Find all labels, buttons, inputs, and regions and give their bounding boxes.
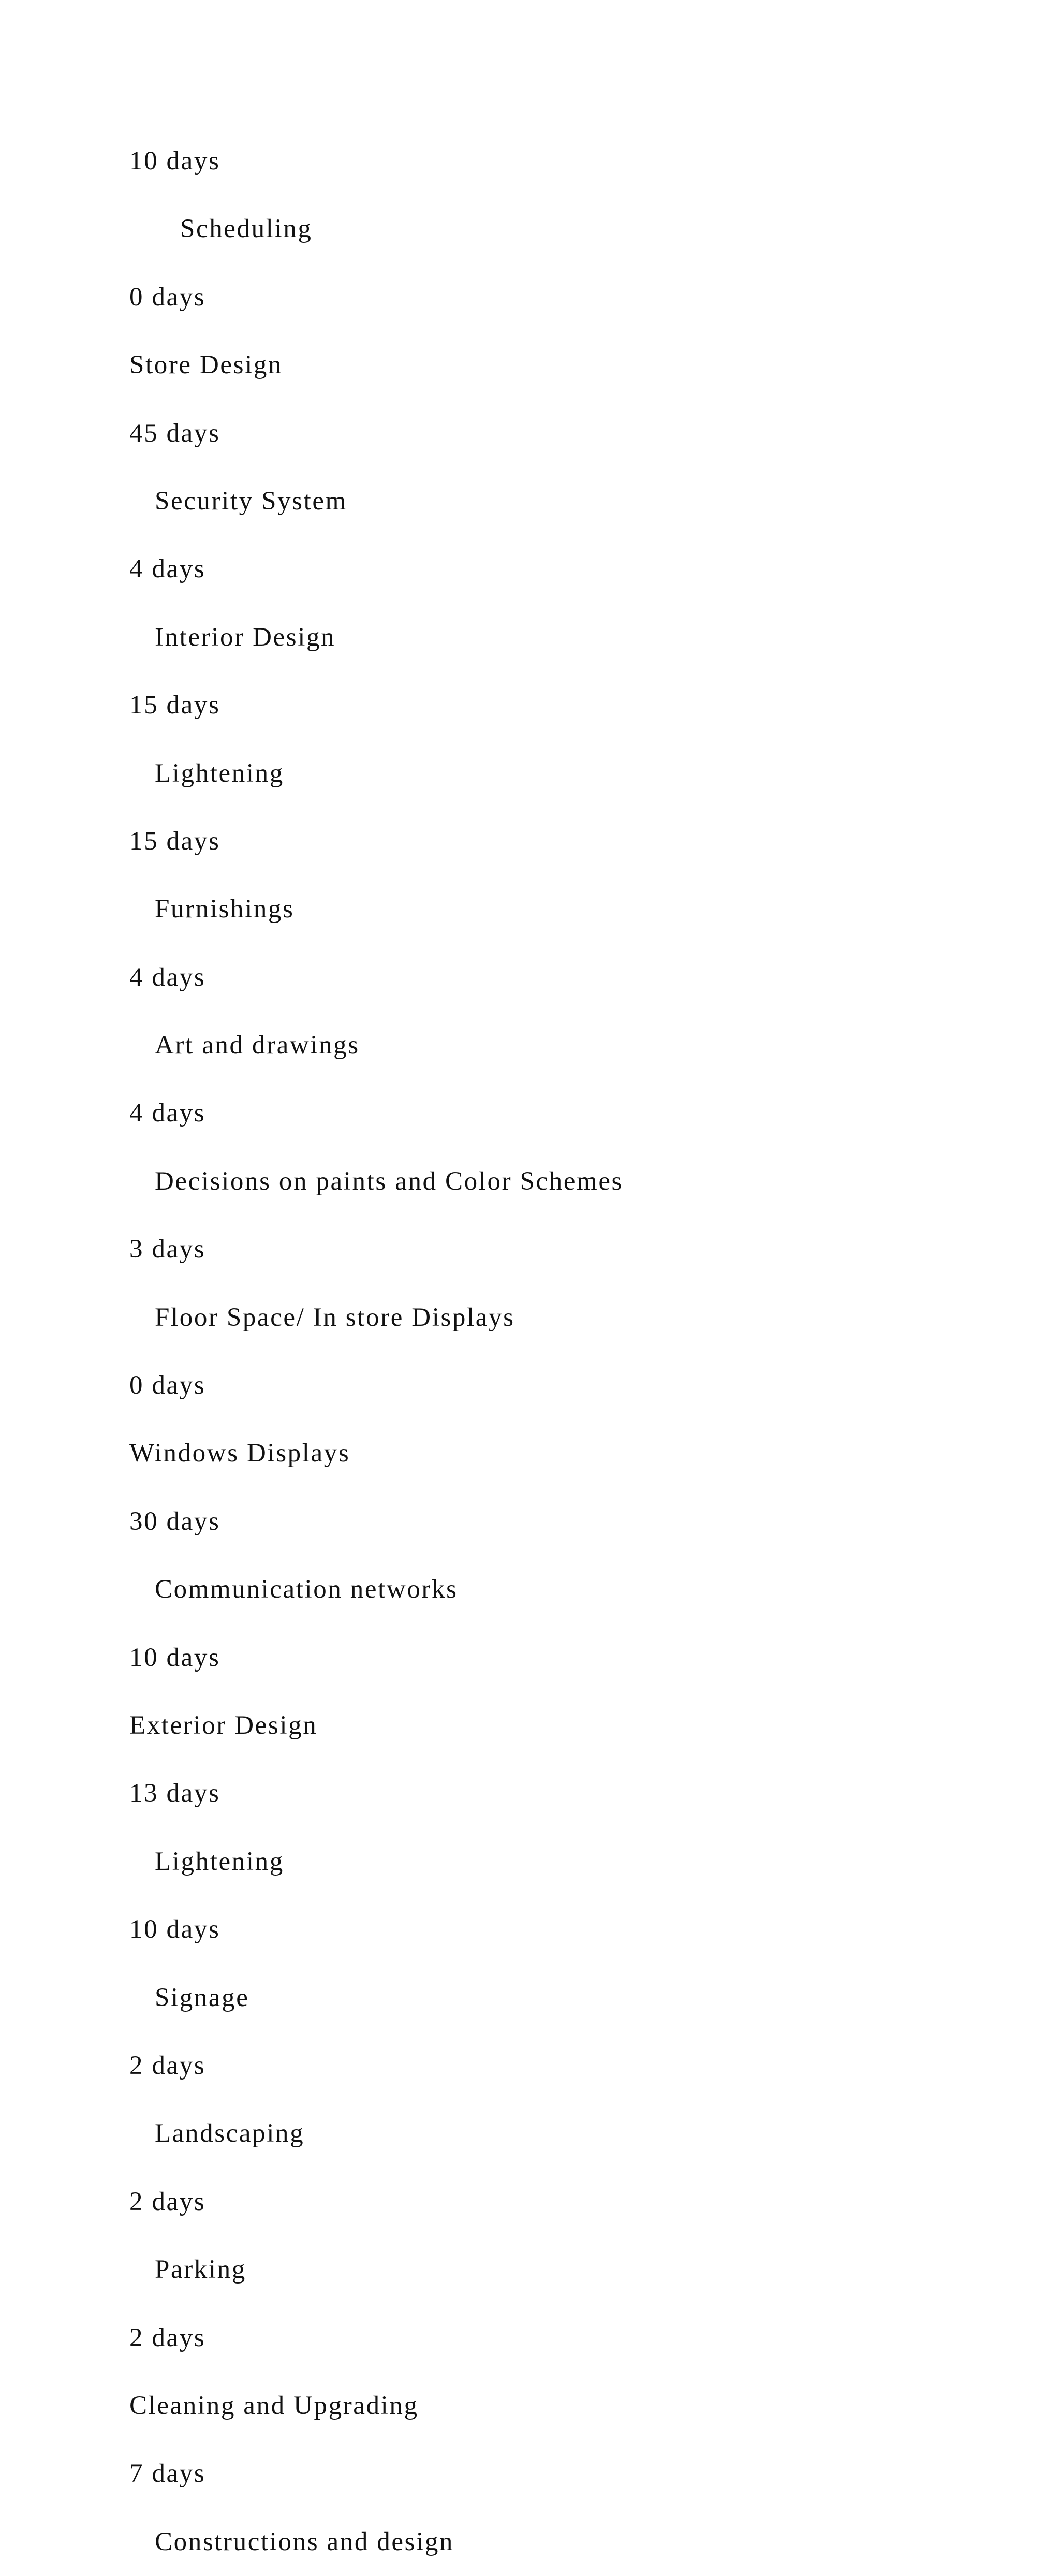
document-line: Constructions and design xyxy=(155,2527,454,2556)
document-line: 4 days xyxy=(129,554,206,584)
document-line: 45 days xyxy=(129,418,220,448)
document-line: 10 days xyxy=(129,1915,220,1944)
document-line: Landscaping xyxy=(155,2119,305,2148)
document-line: Signage xyxy=(155,1983,249,2012)
document-line: Interior Design xyxy=(155,622,336,652)
document-line: Security System xyxy=(155,486,347,516)
document-line: 15 days xyxy=(129,826,220,856)
document-line: 30 days xyxy=(129,1506,220,1536)
document-line: Decisions on paints and Color Schemes xyxy=(155,1166,624,1196)
document-line: 4 days xyxy=(129,1099,206,1128)
document-line: 15 days xyxy=(129,691,220,720)
document-line: 2 days xyxy=(129,2051,206,2080)
document-line: 10 days xyxy=(129,1643,220,1672)
document-line: 2 days xyxy=(129,2323,206,2352)
document-line: 0 days xyxy=(129,282,206,312)
document-line: 10 days xyxy=(129,147,220,175)
document-line: Communication networks xyxy=(155,1575,458,1604)
document-line: Windows Displays xyxy=(129,1439,350,1468)
document-line: Art and drawings xyxy=(155,1031,360,1060)
document-text-lines xyxy=(129,127,623,2576)
document-line: 2 days xyxy=(129,2187,206,2216)
document-line: Store Design xyxy=(129,350,283,380)
document-line: Lightening xyxy=(155,1847,284,1876)
document-line: Lightening xyxy=(155,758,284,788)
document-line: 4 days xyxy=(129,962,206,992)
document-line: Scheduling xyxy=(180,214,313,244)
document-line: Parking xyxy=(155,2255,246,2285)
document-line: 7 days xyxy=(129,2459,206,2489)
document-line: 0 days xyxy=(129,1371,206,1400)
document-line: 13 days xyxy=(129,1779,220,1808)
document-line: Furnishings xyxy=(155,895,295,924)
document-line: Cleaning and Upgrading xyxy=(129,2391,419,2420)
document-line: Floor Space/ In store Displays xyxy=(155,1302,515,1332)
document-line: 3 days xyxy=(129,1235,206,1264)
document-line: Exterior Design xyxy=(129,1710,318,1740)
